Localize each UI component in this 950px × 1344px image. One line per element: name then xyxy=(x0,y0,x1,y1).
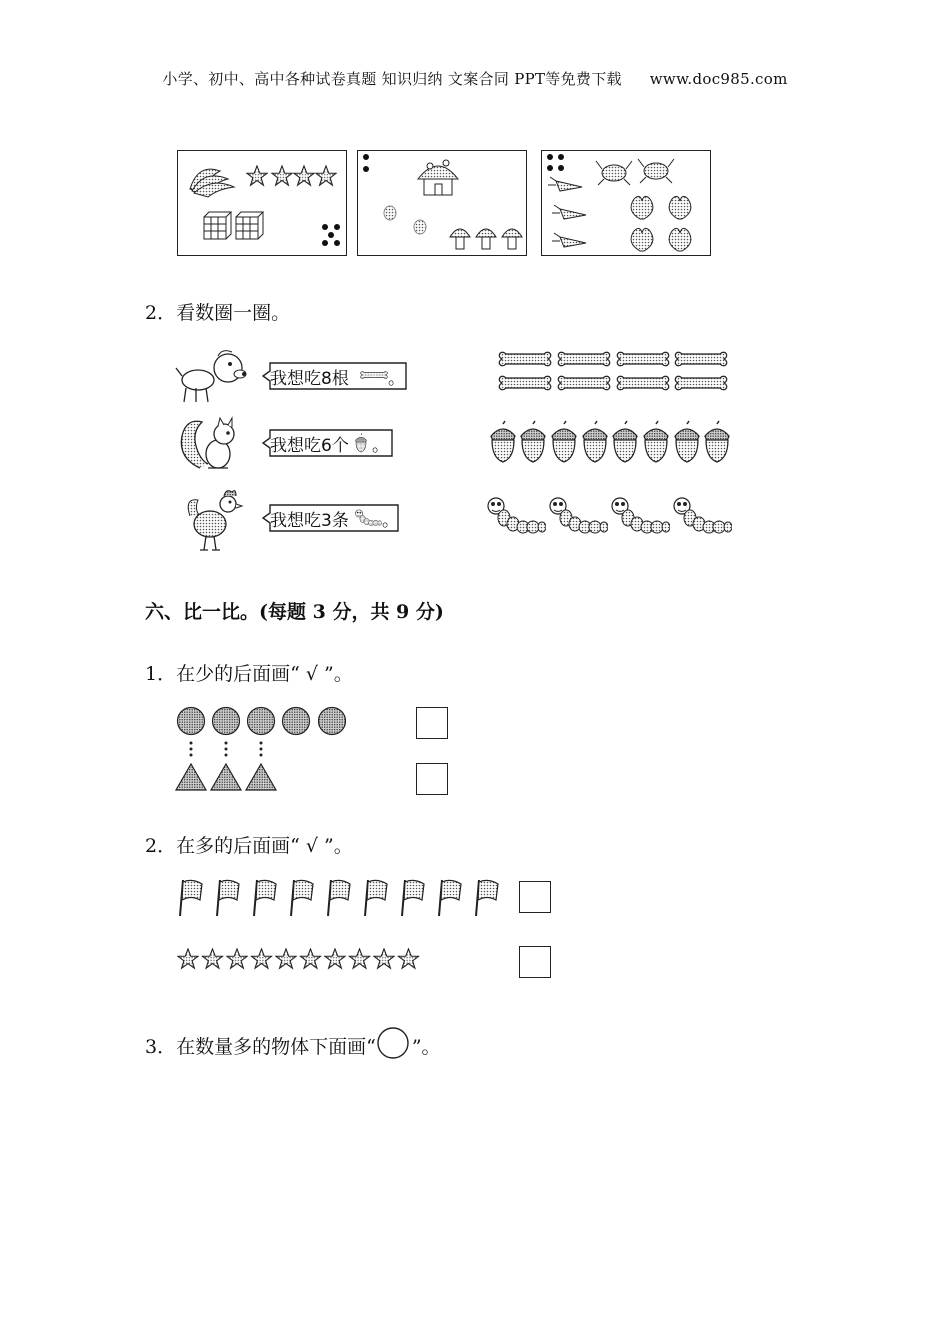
acorn-icon xyxy=(552,421,576,462)
caterpillar-icon xyxy=(612,498,670,533)
star-icon xyxy=(178,949,198,968)
carrot-icon xyxy=(552,233,586,247)
caterpillar-icon xyxy=(674,498,732,533)
dog-icon xyxy=(176,346,256,406)
circle-icon xyxy=(178,708,205,735)
q3-text-before: 3．在数量多的物体下面画“ xyxy=(145,1036,376,1058)
star-icon xyxy=(374,949,394,968)
speech-text-1: 我想吃8根 xyxy=(270,369,349,389)
answer-box-circles[interactable] xyxy=(416,707,448,739)
carrot-icon xyxy=(552,205,586,219)
flag-icon xyxy=(439,880,461,916)
star-icon xyxy=(398,949,418,968)
crab-icon xyxy=(638,159,674,183)
flag-icon xyxy=(476,880,498,916)
speech-bubble-2 xyxy=(262,428,396,462)
bones-group xyxy=(498,350,730,396)
star-icon xyxy=(247,166,267,185)
panel-2-illustration xyxy=(358,151,526,255)
bone-icon xyxy=(617,376,668,390)
star-icon xyxy=(276,949,296,968)
bone-icon xyxy=(499,352,550,366)
acorn-icon xyxy=(705,421,729,462)
peach-icon xyxy=(669,196,691,219)
star-icon xyxy=(294,166,314,185)
dice-four-icon xyxy=(547,154,564,171)
section-6-title: 六、比一比。(每题 3 分，共 9 分) xyxy=(145,601,444,623)
caterpillars-group xyxy=(486,496,738,540)
mushroom-house-icon xyxy=(418,160,458,195)
squirrel-row xyxy=(178,414,248,478)
panel-1-illustration xyxy=(178,151,346,255)
flag-icon xyxy=(365,880,387,916)
peach-icon xyxy=(631,228,653,251)
circle-icon xyxy=(283,708,310,735)
star-icon xyxy=(316,166,336,185)
counting-panel-1 xyxy=(177,150,347,256)
bone-icon xyxy=(558,352,609,366)
banana-icon xyxy=(190,169,234,197)
flag-icon xyxy=(254,880,276,916)
star-icon xyxy=(349,949,369,968)
mushroom-icon xyxy=(450,229,470,249)
speech-text-3: 我想吃3条 xyxy=(270,511,349,531)
counting-panel-2 xyxy=(357,150,527,256)
bone-icon xyxy=(617,352,668,366)
rooster-icon xyxy=(184,486,244,554)
flag-icon xyxy=(180,880,202,916)
speech-end-3: 。 xyxy=(382,511,399,531)
rooster-row xyxy=(184,486,244,558)
star-icon xyxy=(300,949,320,968)
section-6-q2-title: 2．在多的后面画“ √ ”。 xyxy=(145,835,353,857)
flags-group xyxy=(178,878,508,922)
bone-icon xyxy=(558,376,609,390)
dice-two-icon xyxy=(363,154,369,172)
section-6-q3-title xyxy=(145,1028,441,1060)
answer-box-stars[interactable] xyxy=(519,946,551,978)
acorn-icon xyxy=(354,433,368,453)
carrot-icon xyxy=(548,177,582,191)
circles-triangles-figure xyxy=(176,706,356,796)
page-header xyxy=(0,68,950,89)
panel-3-illustration xyxy=(542,151,710,255)
acorn-icon xyxy=(521,421,545,462)
acorn-icon xyxy=(675,421,699,462)
mushroom-icon xyxy=(476,229,496,249)
bone-icon xyxy=(675,352,726,366)
bone-icon xyxy=(675,376,726,390)
section-6-q1-title: 1．在少的后面画“ √ ”。 xyxy=(145,663,353,685)
star-icon xyxy=(202,949,222,968)
stars-group xyxy=(177,948,427,974)
acorn-icon xyxy=(583,421,607,462)
question-2-title: 2．看数圈一圈。 xyxy=(145,302,291,324)
mushroom-icon xyxy=(502,229,522,249)
ladybug-icon xyxy=(414,220,426,234)
peach-icon xyxy=(669,228,691,251)
peach-icon xyxy=(631,196,653,219)
crab-icon xyxy=(596,161,632,185)
circle-icon xyxy=(319,708,346,735)
bone-icon xyxy=(499,376,550,390)
dog-row xyxy=(176,346,256,410)
speech-text-2: 我想吃6个 xyxy=(270,436,349,456)
triangle-icon xyxy=(246,764,276,790)
dotted-connector xyxy=(190,742,263,757)
ladybug-icon xyxy=(384,206,396,220)
answer-box-flags[interactable] xyxy=(519,881,551,913)
caterpillar-icon xyxy=(354,509,382,527)
star-icon xyxy=(325,949,345,968)
triangle-icon xyxy=(211,764,241,790)
acorn-icon xyxy=(613,421,637,462)
header-text: 小学、初中、高中各种试卷真题 知识归纳 文案合同 PPT等免费下载 xyxy=(162,70,622,88)
counting-panel-3 xyxy=(541,150,711,256)
acorns-group xyxy=(488,420,738,466)
star-icon xyxy=(272,166,292,185)
dice-five-icon xyxy=(322,224,340,246)
caterpillar-icon xyxy=(550,498,608,533)
caterpillar-icon xyxy=(488,498,546,533)
cube-icon xyxy=(236,212,263,239)
speech-end-2: 。 xyxy=(372,436,389,456)
flag-icon xyxy=(402,880,424,916)
answer-box-triangles[interactable] xyxy=(416,763,448,795)
cube-icon xyxy=(204,212,231,239)
flag-icon xyxy=(217,880,239,916)
acorn-icon xyxy=(644,421,668,462)
triangle-icon xyxy=(176,764,206,790)
circle-icon xyxy=(248,708,275,735)
acorn-icon xyxy=(491,421,515,462)
speech-bubble-1 xyxy=(262,361,410,395)
q3-text-after: ”。 xyxy=(411,1036,441,1058)
circle-outline-icon xyxy=(376,1028,412,1060)
flag-icon xyxy=(291,880,313,916)
bone-icon xyxy=(360,369,388,381)
flag-icon xyxy=(328,880,350,916)
star-icon xyxy=(251,949,271,968)
header-site: www.doc985.com xyxy=(649,70,788,88)
speech-bubble-3 xyxy=(262,503,402,537)
star-icon xyxy=(227,949,247,968)
speech-end-1: 。 xyxy=(388,369,405,389)
circle-icon xyxy=(213,708,240,735)
squirrel-icon xyxy=(178,414,248,474)
